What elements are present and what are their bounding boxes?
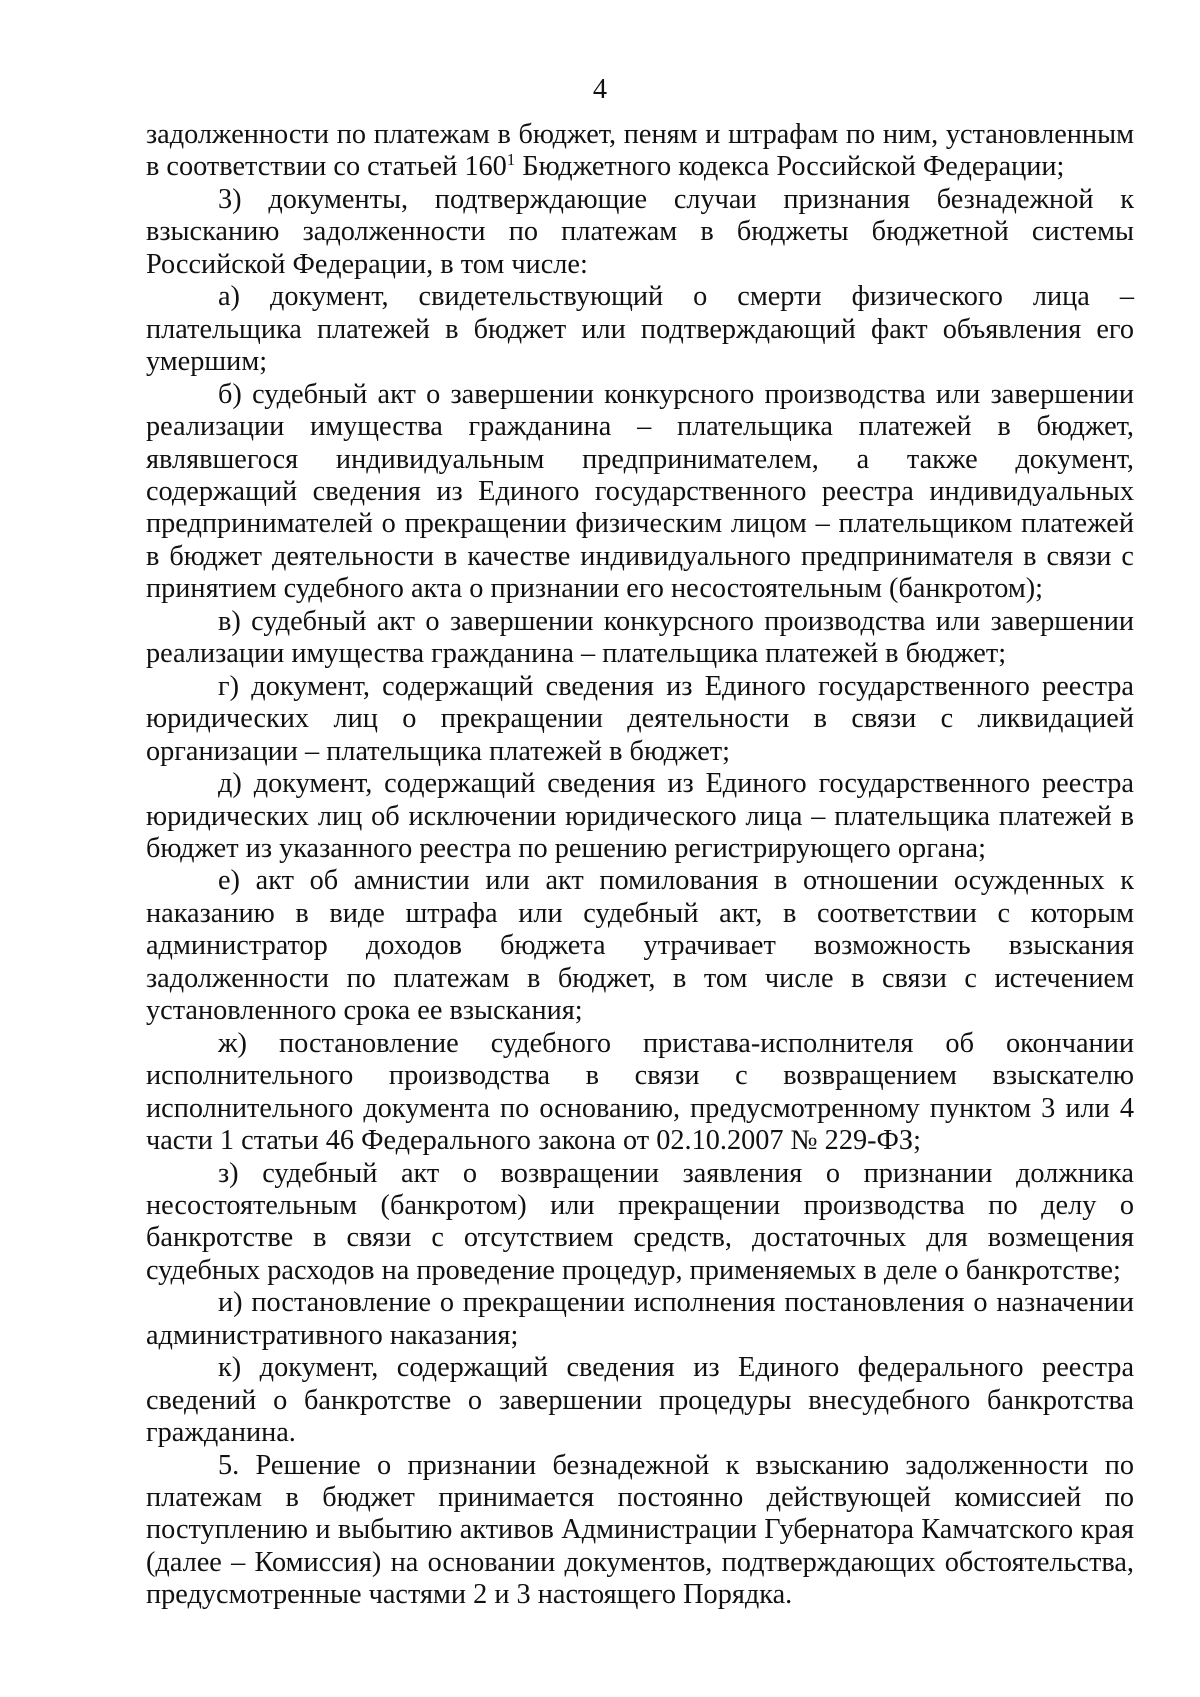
paragraph-subitem-z: з) судебный акт о возвращении заявления о признании должника несостоятельным (банкротом) или прекращении производства по делу о банкротстве в связи с отсутствием средств, достаточных для возмещения судебных расходов на проведение процедур, применяемых в деле о банкротстве; <box>146 1157 1134 1286</box>
paragraph-subitem-v: в) судебный акт о завершении конкурсного производства или завершении реализации имущества гражданина – плательщика платежей в бюджет; <box>146 605 1134 670</box>
paragraph-subitem-k: к) документ, содержащий сведения из Единого федерального реестра сведений о банкротстве о завершении процедуры внесудебного банкротства гражданина. <box>146 1352 1134 1449</box>
paragraph-subitem-a: а) документ, свидетельствующий о смерти физического лица – плательщика платежей в бюджет или подтверждающий факт объявления его умершим; <box>146 281 1134 378</box>
paragraph-subitem-g: г) документ, содержащий сведения из Единого государственного реестра юридических лиц о прекращении деятельности в связи с ликвидацией организации – плательщика платежей в бюджет; <box>146 670 1134 767</box>
paragraph-item-3: 3) документы, подтверждающие случаи признания безнадежной к взысканию задолженности по платежам в бюджеты бюджетной системы Российской Федерации, в том числе: <box>146 183 1134 280</box>
paragraph-text: задолженности по платежам в бюджет, пеням и штрафам по ним, установленным в соответствии со статьей 160 <box>146 119 1134 183</box>
paragraph-subitem-i: и) постановление о прекращении исполнения постановления о назначении административного наказания; <box>146 1287 1134 1351</box>
paragraph-text: Бюджетного кодекса Российской Федерации; <box>515 151 1065 183</box>
paragraph-continuation <box>146 119 1134 184</box>
paragraph-item-5: 5. Решение о признании безнадежной к взысканию задолженности по платежам в бюджет принимается постоянно действующей комиссией по поступлению и выбытию активов Администрации Губернатора Камчатского края (далее – Комиссия) на основании документов, подтверждающих обстоятельства, предусмотренные частями 2 и 3 настоящего Порядка. <box>146 1449 1134 1611</box>
paragraph-subitem-b: б) судебный акт о завершении конкурсного производства или завершении реализации имущества гражданина – плательщика платежей в бюджет, являвшегося индивидуальным предпринимателем, а также документ, содержащий сведения из Единого государственного реестра индивидуальных предпринимателей о прекращении физическим лицом – плательщиком платежей в бюджет деятельности в качестве индивидуального предпринимателя в связи с принятием судебного акта о признании его несостоятельным (банкротом); <box>146 378 1134 605</box>
paragraph-subitem-zh: ж) постановление судебного пристава-исполнителя об окончании исполнительного производства в связи с возвращением взыскателю исполнительного документа по основанию, предусмотренному пунктом 3 или 4 части 1 статьи 46 Федерального закона от 02.10.2007 № 229-ФЗ; <box>146 1027 1134 1157</box>
superscript: 1 <box>506 150 516 170</box>
paragraph-subitem-d: д) документ, содержащий сведения из Единого государственного реестра юридических лиц об исключении юридического лица – плательщика платежей в бюджет из указанного реестра по решению регистрирующего органа; <box>146 768 1134 864</box>
page-number: 4 <box>592 74 608 105</box>
paragraph-subitem-e: е) акт об амнистии или акт помилования в отношении осужденных к наказанию в виде штрафа или судебный акт, в соответствии с которым администратор доходов бюджета утрачивает возможность взыскания задолженности по платежам в бюджет, в том числе в связи с истечением установленного срока ее взыскания; <box>146 865 1134 1027</box>
document-body <box>146 119 1134 1612</box>
